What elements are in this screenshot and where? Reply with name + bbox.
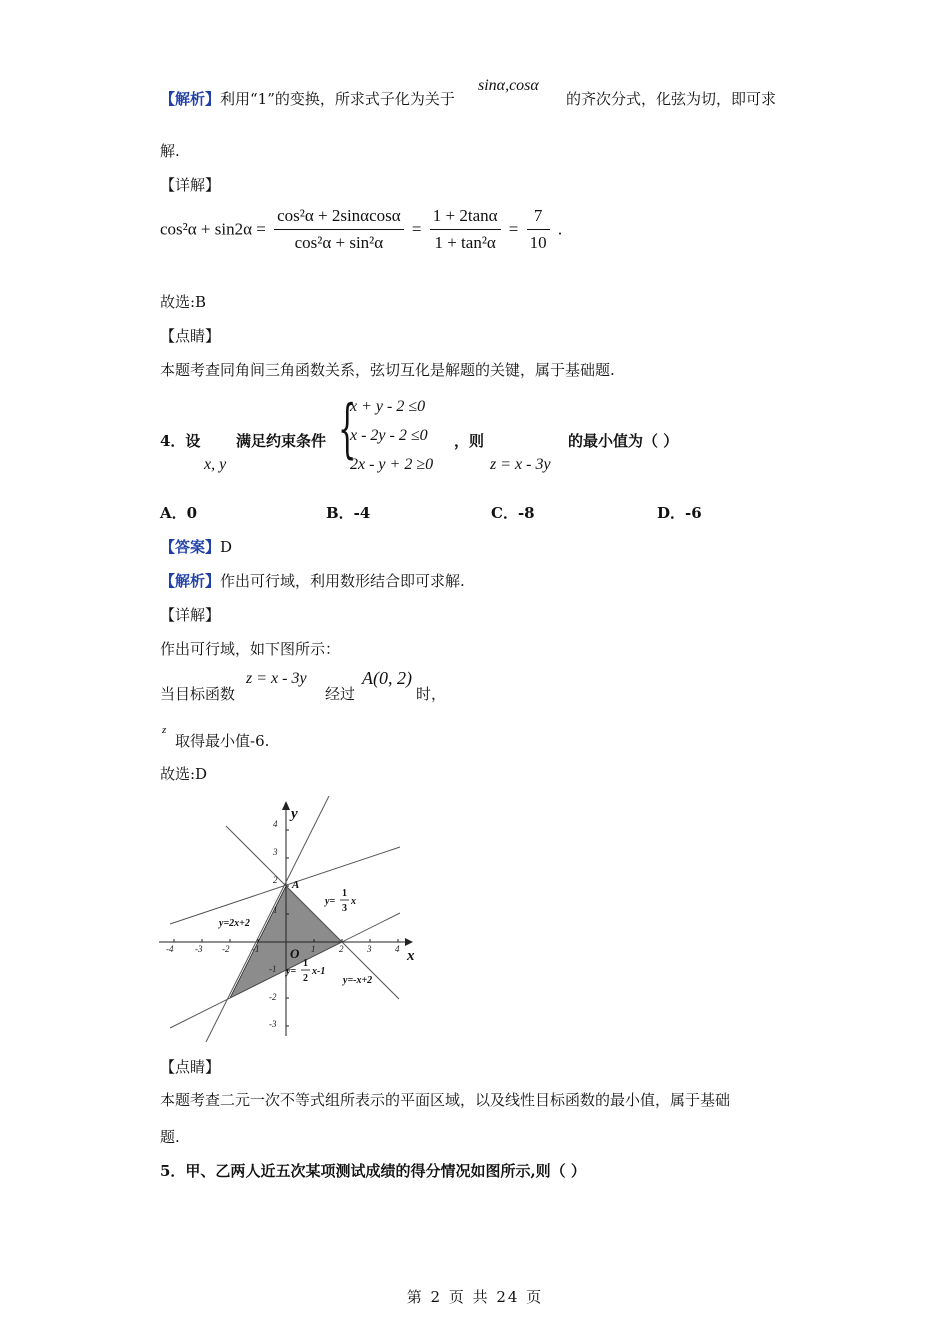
formula-fraction-3-num: 7 [527, 206, 550, 230]
label-y-third-post: x [351, 896, 356, 907]
feasible-region-graph [155, 796, 425, 1042]
q4-option-a: A．0 [160, 504, 198, 522]
q3-comment-tag: 【点睛】 [160, 327, 221, 345]
analysis-text: 作出可行域，利用数形结合即可求解. [220, 572, 465, 590]
q4-stem-post: 的最小值为（ ） [568, 432, 679, 450]
formula-fraction-2-den: 1 + tan²α [434, 233, 496, 252]
label-y-2x-plus-2: y=2x+2 [219, 918, 250, 929]
y-tick-label-6: -2 [269, 992, 277, 1002]
x-tick-label-3: -2 [222, 944, 230, 954]
q3-detail-tag: 【详解】 [160, 176, 221, 194]
label-y-neg-x-plus-2: y=-x+2 [343, 975, 373, 986]
formula-fraction-3 [527, 206, 550, 253]
x-axis-arrow [405, 938, 413, 946]
q4-detail-3-var: z [162, 724, 167, 736]
q3-formula [160, 206, 562, 253]
q4-detail-2-objective: z = x - 3y [246, 670, 307, 687]
label-y-half-pre: y= [286, 966, 297, 977]
formula-fraction-2 [430, 206, 501, 253]
y-tick-label-4: 1 [273, 905, 278, 915]
x-tick-label-6: 2 [339, 944, 344, 954]
q4-comment-tag: 【点睛】 [160, 1058, 221, 1076]
page-footer: 第 2 页 共 24 页 [406, 1288, 544, 1306]
q4-constraint-system [338, 392, 458, 482]
q4-detail-2-point: A(0, 2) [362, 668, 412, 688]
formula-fraction-1 [274, 206, 404, 253]
x-tick-label-7: 3 [367, 944, 372, 954]
left-brace: { [338, 392, 357, 466]
q4-analysis-line [160, 570, 465, 591]
q3-analysis-line [160, 88, 455, 109]
answer-tag: 【答案】 [160, 538, 221, 556]
label-y-third-den: 3 [342, 903, 347, 914]
q4-detail-2-pre: 当目标函数 [160, 685, 236, 703]
formula-fraction-1-den: cos²α + sin²α [294, 233, 384, 252]
constraint-2: x - 2y - 2 ≤0 [350, 427, 428, 444]
formula-eq-3: = [508, 219, 519, 239]
q5-stem: 5．甲、乙两人近五次某项测试成绩的得分情况如图所示,则（ ） [160, 1162, 586, 1180]
analysis-text-pre: 利用“1”的变换，所求式子化为关于 [220, 90, 455, 108]
answer-value: D [220, 538, 233, 556]
q4-stem-mid: 满足约束条件 [236, 432, 327, 450]
x-tick-label-2: -3 [195, 944, 203, 954]
q4-option-d: D．-6 [657, 504, 702, 522]
formula-end: . [557, 219, 563, 239]
q3-analysis-text-post: 的齐次分式，化弦为切，即可求 [566, 90, 777, 108]
q4-detail-tag: 【详解】 [160, 606, 221, 624]
q4-detail-2-post: 时， [416, 685, 447, 703]
point-a-label: A [292, 879, 300, 891]
formula-eq-2: = [411, 219, 422, 239]
constraint-3: 2x - y + 2 ≥0 [350, 456, 434, 473]
x-tick-label-8: 4 [395, 944, 400, 954]
y-tick-label-3: 2 [273, 875, 278, 885]
formula-fraction-2-num: 1 + 2tanα [430, 206, 501, 230]
analysis-tag: 【解析】 [160, 572, 221, 590]
constraint-rows [350, 392, 433, 479]
q3-analysis-variables: sinα,cosα [478, 77, 539, 94]
x-axis-label: x [407, 948, 415, 964]
q4-comment-1: 本题考查二元一次不等式组所表示的平面区域，以及线性目标函数的最小值，属于基础 [160, 1091, 731, 1109]
q4-detail-2-mid: 经过 [325, 685, 356, 703]
x-tick-label-5: 1 [311, 944, 316, 954]
formula-fraction-1-num: cos²α + 2sinαcosα [274, 206, 404, 230]
q4-comment-2: 题. [160, 1128, 180, 1146]
x-tick-label-4: -1 [252, 944, 260, 954]
q4-answer-line [160, 536, 232, 557]
q4-option-c: C．-8 [491, 504, 535, 522]
x-tick-label-1: -4 [166, 944, 174, 954]
q4-detail-1: 作出可行域，如下图所示： [160, 640, 341, 658]
formula-lhs: cos²α + sin2α = [160, 219, 266, 239]
y-tick-label-5: -1 [269, 964, 277, 974]
q4-stem-vars: x, y [204, 456, 227, 473]
label-y-half-num: 1 [303, 958, 308, 969]
q4-option-b: B．-4 [326, 504, 371, 522]
constraint-1: x + y - 2 ≤0 [350, 398, 426, 415]
label-y-half-post: x-1 [312, 966, 326, 977]
formula-fraction-3-den: 10 [529, 233, 547, 252]
y-tick-label-2: 3 [273, 847, 278, 857]
origin-label: O [290, 946, 300, 961]
q4-choice: 故选:D [160, 765, 208, 783]
q3-analysis-cont: 解. [160, 142, 180, 160]
q4-detail-3: 取得最小值-6. [175, 732, 270, 750]
q3-choice: 故选:B [160, 293, 207, 311]
label-y-third-num: 1 [342, 888, 347, 899]
y-tick-label-1: 4 [273, 819, 278, 829]
y-axis-arrow [282, 801, 290, 810]
q4-stem-pre: 4．设 [160, 432, 201, 450]
y-tick-label-7: -3 [269, 1019, 277, 1029]
q4-stem-objective: z = x - 3y [490, 456, 551, 473]
y-axis-label: y [291, 806, 298, 822]
analysis-tag: 【解析】 [160, 90, 221, 108]
label-y-third-pre: y= [325, 896, 336, 907]
label-y-half-den: 2 [303, 973, 308, 984]
q4-stem-then: ，则 [454, 432, 485, 450]
q3-comment: 本题考查同角间三角函数关系，弦切互化是解题的关键，属于基础题. [160, 361, 615, 379]
